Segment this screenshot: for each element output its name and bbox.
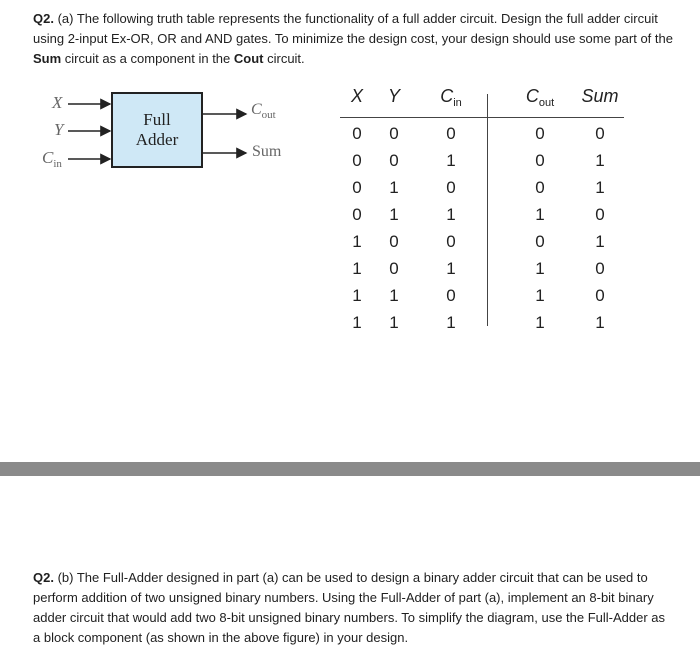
cell-cin: 1 <box>446 313 456 332</box>
header-sum: Sum <box>581 86 619 106</box>
cell-sum: 0 <box>595 286 605 305</box>
cell-cin: 0 <box>446 286 456 305</box>
cell-cout: 1 <box>535 286 545 305</box>
bold-term-sum: Sum <box>33 51 62 66</box>
cell-sum: 0 <box>595 124 605 143</box>
cell-cout: 0 <box>535 178 545 197</box>
output-sum-label: Sum <box>252 143 282 160</box>
cell-sum: 1 <box>595 313 605 332</box>
full-adder-diagram <box>0 80 320 200</box>
cell-y: 1 <box>389 313 399 332</box>
cell-cout: 0 <box>535 151 545 170</box>
cell-x: 0 <box>352 124 362 143</box>
header-x: X <box>350 86 363 106</box>
header-y: Y <box>387 86 400 106</box>
question-label: Q2. <box>33 570 54 585</box>
cell-x: 1 <box>352 286 362 305</box>
question-label: Q2. <box>33 11 54 26</box>
cell-cin: 1 <box>446 259 456 278</box>
cell-x: 1 <box>352 313 362 332</box>
block-label-line1: Full <box>143 110 171 129</box>
question-text-part1: (a) The following truth table represents the functionality of a full adder circuit. Design the full adder circuit using 2-input Ex-OR, OR and AND gates. To minimize the design cost, your design should use some part of the <box>33 11 673 46</box>
cell-sum: 0 <box>595 259 605 278</box>
question-text-part2: circuit as a component in the <box>61 51 234 66</box>
truth-table <box>336 86 626 336</box>
block-label-line2: Adder <box>135 130 179 149</box>
question-text: (b) The Full-Adder designed in part (a) can be used to design a binary adder circuit that can be used to perform addition of two unsigned binary numbers. Using the Full-Adder of part (a), implement an 8-bit binary adder circuit that would add two 8-bit unsigned binary numbers. To simplify the diagram, use the Full-Adder as a block component (as shown in the above figure) in your design. <box>33 570 666 645</box>
question-text-part3: circuit. <box>263 51 305 66</box>
cell-x: 0 <box>352 151 362 170</box>
cell-cin: 1 <box>446 151 456 170</box>
header-cout: $C_{out}$ <box>525 86 555 109</box>
bold-term-cout: Cout <box>233 51 264 66</box>
section-separator <box>0 462 700 476</box>
cell-cin: 0 <box>446 124 456 143</box>
output-cout-label: $C_{out}$ <box>251 101 276 121</box>
cell-x: 1 <box>352 259 362 278</box>
cell-y: 1 <box>389 205 399 224</box>
cell-cin: 0 <box>446 178 456 197</box>
cell-y: 0 <box>389 151 399 170</box>
input-x-label: X <box>52 93 63 112</box>
cell-cout: 1 <box>535 205 545 224</box>
question-2b-text <box>33 568 673 648</box>
cell-x: 1 <box>352 232 362 251</box>
cell-y: 1 <box>389 286 399 305</box>
cell-cin: 1 <box>446 205 456 224</box>
cell-sum: 1 <box>595 232 605 251</box>
cell-y: 0 <box>389 259 399 278</box>
cell-sum: 0 <box>595 205 605 224</box>
cell-cout: 1 <box>535 313 545 332</box>
cell-y: 1 <box>389 178 399 197</box>
cell-cout: 0 <box>535 232 545 251</box>
cell-x: 0 <box>352 178 362 197</box>
cell-x: 0 <box>352 205 362 224</box>
cell-cin: 0 <box>446 232 456 251</box>
input-cin-label: $C_{in}$ <box>42 148 62 170</box>
full-adder-block <box>111 92 203 168</box>
cell-cout: 1 <box>535 259 545 278</box>
cell-sum: 1 <box>595 178 605 197</box>
header-cin: $C_{in}$ <box>440 86 462 109</box>
input-y-label: Y <box>54 120 64 139</box>
cell-y: 0 <box>389 232 399 251</box>
cell-sum: 1 <box>595 151 605 170</box>
cell-y: 0 <box>389 124 399 143</box>
question-2a-text <box>33 9 673 69</box>
cell-cout: 0 <box>535 124 545 143</box>
